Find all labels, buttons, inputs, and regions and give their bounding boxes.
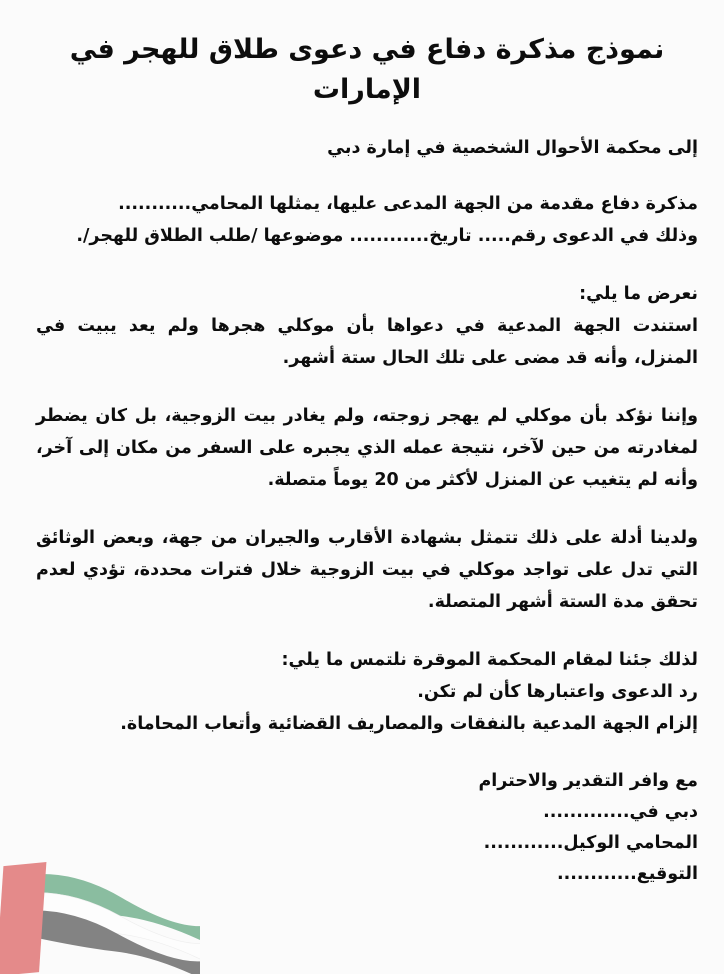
request-item-1: رد الدعوى واعتبارها كأن لم تكن. [417, 682, 698, 702]
closing-place: دبي في............. [543, 802, 698, 822]
paragraph-evidence: ولدينا أدلة على ذلك تتمثل بشهادة الأقارب والجيران من جهة، وبعض الوثائق التي تدل على تواجد موكلي في بيت الزوجية خلال فترات محددة، تؤدي لعدم تحقق مدة الستة أشهر المتصلة. [36, 528, 698, 612]
document-title: نموذج مذكرة دفاع في دعوى طلاق للهجر في الإمارات [69, 34, 665, 105]
closing-lawyer: المحامي الوكيل............ [483, 833, 698, 853]
request-heading: لذلك جئنا لمقام المحكمة الموقرة نلتمس ما يلي: [281, 650, 698, 670]
intro-line-2: وذلك في الدعوى رقم..... تاريخ............ موضوعها /طلب الطلاق للهجر/. [76, 226, 698, 246]
letter-body [36, 30, 698, 890]
court-address: إلى محكمة الأحوال الشخصية في إمارة دبي [327, 138, 698, 158]
closing-signature: التوقيع............ [556, 864, 698, 884]
closing-regards: مع وافر التقدير والاحترام [478, 771, 698, 791]
paragraph-defense: وإننا نؤكد بأن موكلي لم يهجر زوجته، ولم يغادر بيت الزوجية، بل كان يضطر لمغادرته من حين لآخر، نتيجة عمله الذي يجبره على السفر من مكان إلى آخر، وأنه لم يتغيب عن المنزل لأكثر من 20 يوماً متصلة. [36, 406, 698, 490]
request-item-2: إلزام الجهة المدعية بالنفقات والمصاريف القضائية وأتعاب المحاماة. [120, 714, 698, 734]
present-heading: نعرض ما يلي: [579, 284, 698, 304]
closing-block [428, 766, 698, 890]
intro-line-1: مذكرة دفاع مقدمة من الجهة المدعى عليها، يمثلها المحامي........... [118, 194, 698, 214]
paragraph-claim: استندت الجهة المدعية في دعواها بأن موكلي هجرها ولم يعد يبيت في المنزل، وأنه قد مضى على تلك الحال ستة أشهر. [36, 316, 698, 368]
